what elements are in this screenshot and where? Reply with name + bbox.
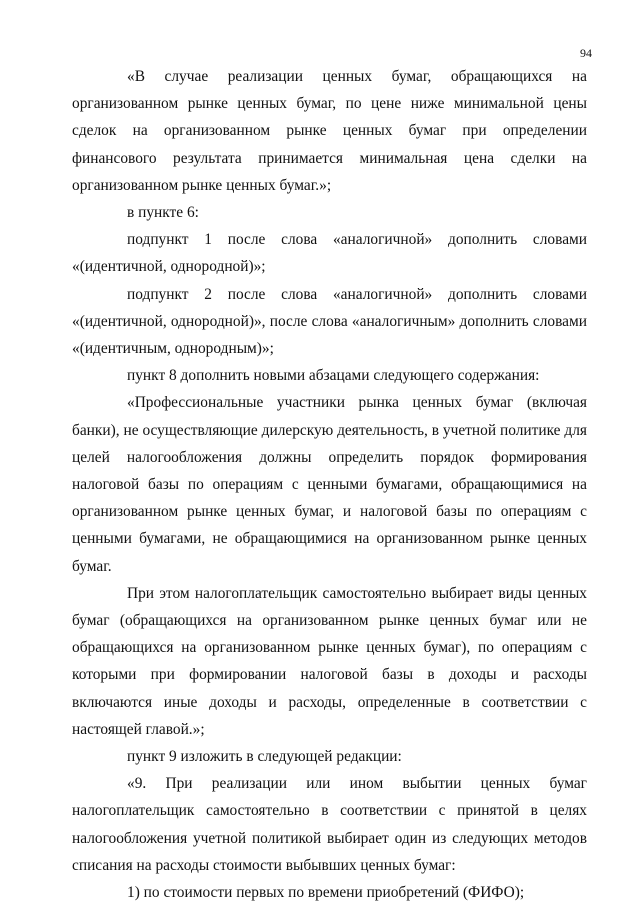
paragraph-in-clause-6: в пункте 6: bbox=[127, 204, 199, 222]
paragraph-sale-below-minimum-price: «В случае реализации ценных бумаг, обращающихся на организованном рынке ценных бумаг, по цене ниже минимальной цены сделок на организованном рынке ценных бумаг при определении финансового результата принимается минимальная цена сделки на организованном рынке ценных бумаг.»; bbox=[72, 68, 587, 194]
page-number: 94 bbox=[580, 46, 592, 60]
paragraph-subclause-1: подпункт 1 после слова «аналогичной» дополнить словами «(идентичной, однородной)»; bbox=[72, 231, 587, 276]
paragraph-taxpayer-chooses-securities: При этом налогоплательщик самостоятельно выбирает виды ценных бумаг (обращающихся на организованном рынке ценных бумаг или не обращающихся на организованном рынке ценных бумаг), по операциям с которыми при формировании налоговой базы в доходы и расходы включаются иные доходы и расходы, определенные в соответствии с настоящей главой.»; bbox=[72, 584, 587, 738]
paragraph-professional-participants: «Профессиональные участники рынка ценных бумаг (включая банки), не осуществляющие дилерскую деятельность, в учетной политике для целей налогообложения должны определить порядок формирования налоговой базы по операциям с ценными бумагами, обращающимися на организованном рынке ценных бумаг, и налоговой базы по операциям с ценными бумагами, не обращающимися на организованном рынке ценных бумаг. bbox=[72, 394, 587, 575]
document-body bbox=[72, 63, 587, 906]
paragraph-clause-8-intro: пункт 8 дополнить новыми абзацами следующего содержания: bbox=[127, 367, 540, 385]
paragraph-clause-9-text: «9. При реализации или ином выбытии ценных бумаг налогоплательщик самостоятельно в соответствии с принятой в целях налогообложения учетной политикой выбирает один из следующих методов списания на расходы стоимости выбывших ценных бумаг: bbox=[72, 775, 587, 874]
paragraph-fifo-method: 1) по стоимости первых по времени приобретений (ФИФО); bbox=[127, 884, 525, 902]
paragraph-clause-9-intro: пункт 9 изложить в следующей редакции: bbox=[127, 748, 402, 766]
paragraph-subclause-2: подпункт 2 после слова «аналогичной» дополнить словами «(идентичной, однородной)», после слова «аналогичным» дополнить словами «(идентичным, однородным)»; bbox=[72, 285, 587, 358]
